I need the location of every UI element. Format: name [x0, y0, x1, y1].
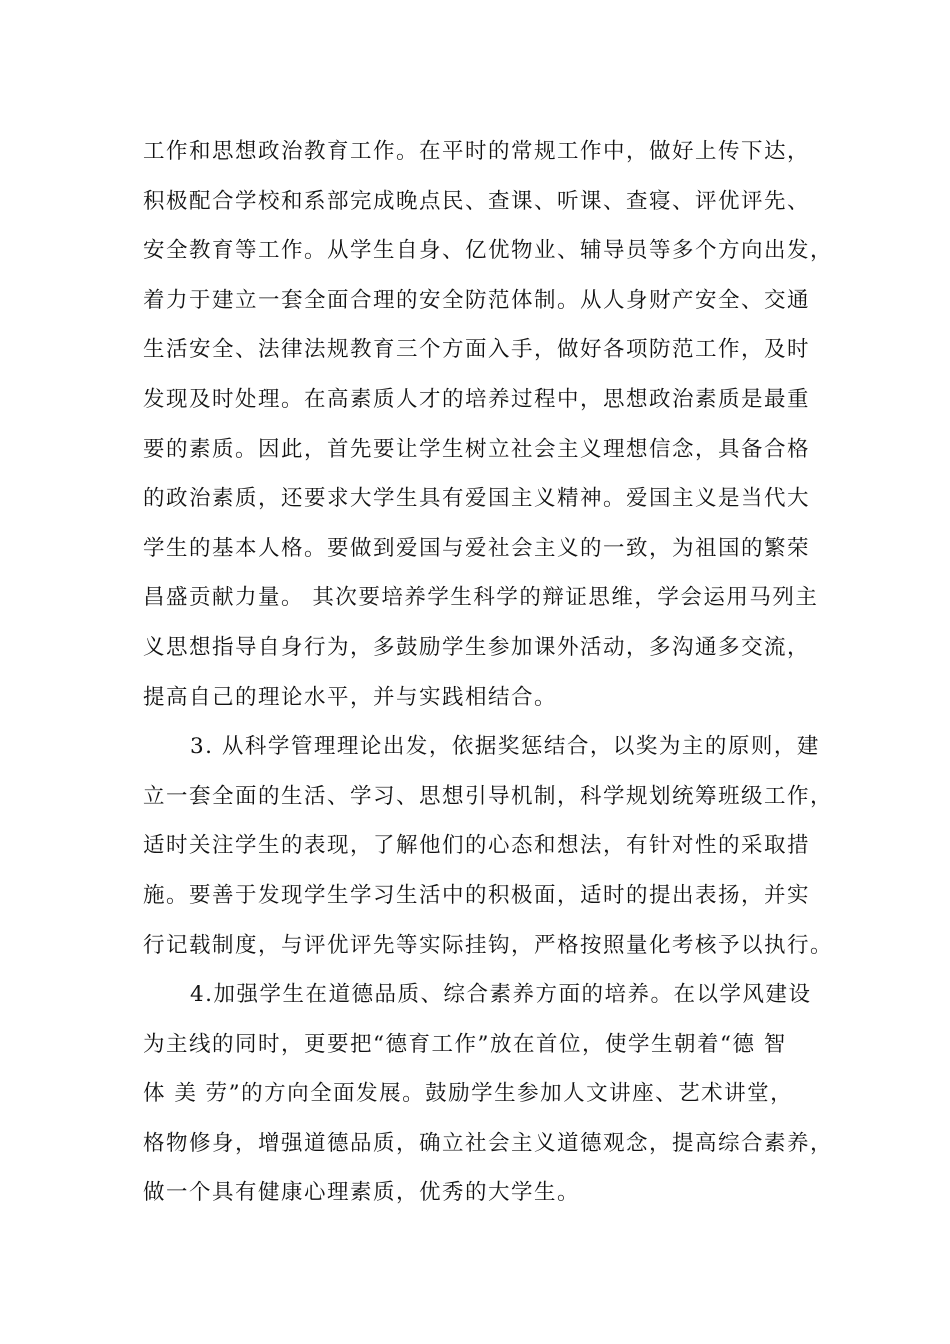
- text-line: 昌盛贡献力量。 其次要培养学生科学的辩证思维，学会运用马列主: [143, 585, 819, 611]
- text-line: 的政治素质，还要求大学生具有爱国主义精神。爱国主义是当代大: [143, 486, 811, 512]
- text-line: 3. 从科学管理理论出发，依据奖惩结合，以奖为主的原则，建: [190, 734, 820, 760]
- text-line: 发现及时处理。在高素质人才的培养过程中，思想政治素质是最重: [143, 386, 811, 412]
- text-line: 体 美 劳”的方向全面发展。鼓励学生参加人文讲座、艺术讲堂，: [143, 1081, 794, 1107]
- text-line: 为主线的同时，更要把“德育工作”放在首位，使学生朝着“德 智: [143, 1031, 787, 1057]
- text-line: 施。要善于发现学生学习生活中的积极面，适时的提出表扬，并实: [143, 882, 811, 908]
- body-text: [143, 127, 833, 1218]
- text-line: 4.加强学生在道德品质、综合素养方面的培养。在以学风建设: [190, 982, 812, 1008]
- text-line: 积极配合学校和系部完成晚点民、查课、听课、查寝、评优评先、: [143, 188, 811, 214]
- text-line: 适时关注学生的表现，了解他们的心态和想法，有针对性的采取措: [143, 833, 811, 859]
- text-line: 格物修身，增强道德品质，确立社会主义道德观念，提高综合素养，: [143, 1130, 834, 1156]
- text-line: 要的素质。因此，首先要让学生树立社会主义理想信念，具备合格: [143, 436, 811, 462]
- text-line: 学生的基本人格。要做到爱国与爱社会主义的一致，为祖国的繁荣: [143, 535, 811, 561]
- text-line: 做一个具有健康心理素质，优秀的大学生。: [143, 1180, 581, 1206]
- text-line: 安全教育等工作。从学生自身、亿优物业、辅导员等多个方向出发，: [143, 238, 834, 264]
- text-line: 工作和思想政治教育工作。在平时的常规工作中，做好上传下达，: [143, 139, 811, 164]
- text-line: 义思想指导自身行为，多鼓励学生参加课外活动，多沟通多交流，: [143, 634, 811, 660]
- text-line: 行记载制度，与评优评先等实际挂钩，严格按照量化考核予以执行。: [143, 932, 834, 958]
- text-line: 立一套全面的生活、学习、思想引导机制，科学规划统筹班级工作，: [143, 783, 834, 809]
- text-line: 提高自己的理论水平，并与实践相结合。: [143, 684, 558, 710]
- text-line: 着力于建立一套全面合理的安全防范体制。从人身财产安全、交通: [143, 287, 811, 313]
- text-line: 生活安全、法律法规教育三个方面入手，做好各项防范工作，及时: [143, 337, 811, 363]
